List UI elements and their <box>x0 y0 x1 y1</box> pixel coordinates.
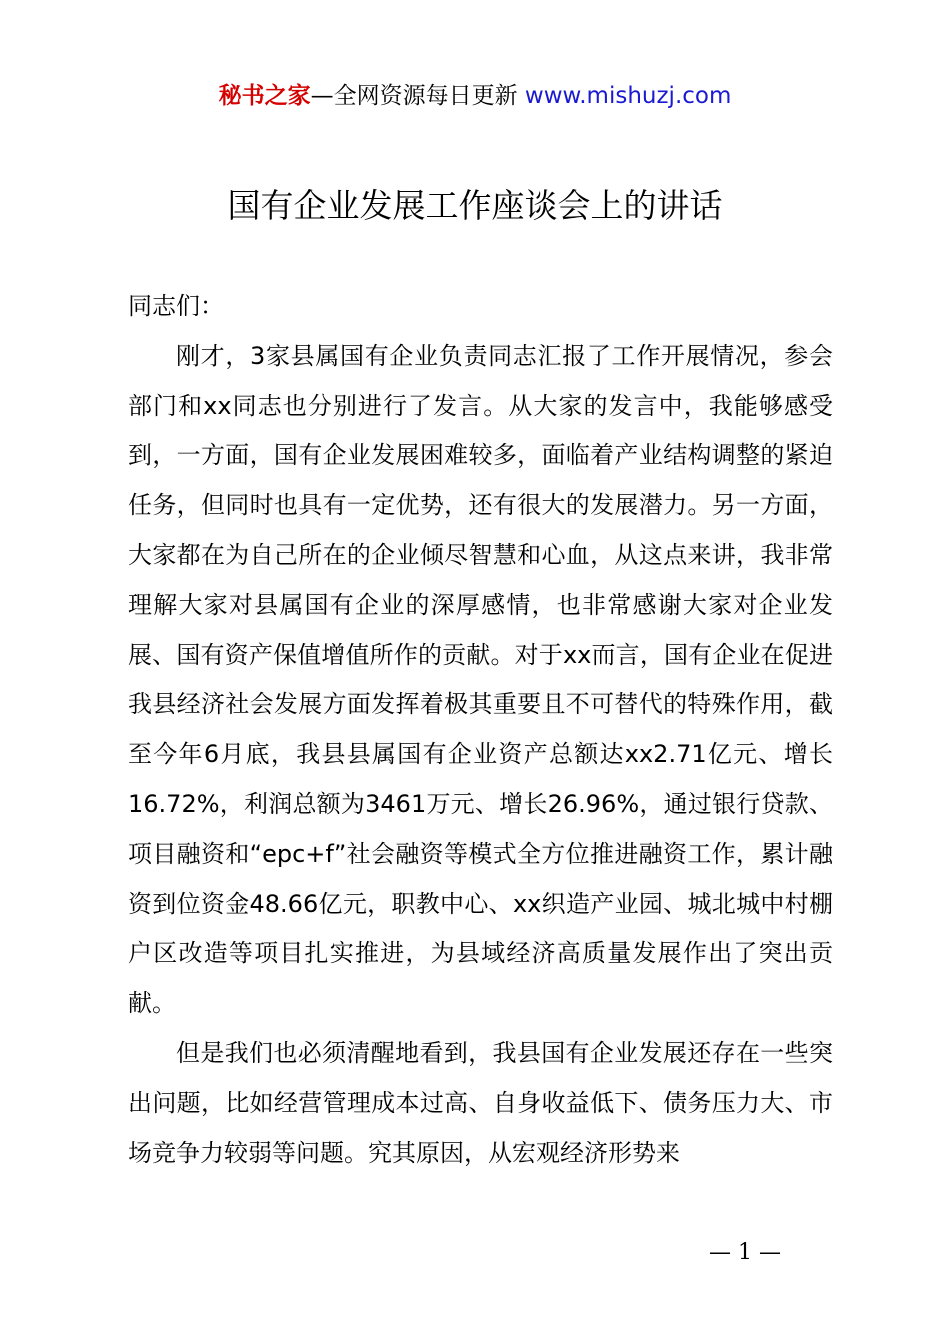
document-body <box>128 282 833 1178</box>
site-url-link[interactable]: www.mishuzj.com <box>524 83 732 109</box>
salutation: 同志们： <box>128 292 224 320</box>
paragraph-1: 刚才，3家县属国有企业负责同志汇报了工作开展情况，参会部门和xx同志也分别进行了发言。从大家的发言中，我能够感受到，一方面，国有企业发展困难较多，面临着产业结构调整的紧迫任务，但同时也具有一定优势，还有很大的发展潜力。另一方面，大家都在为自己所在的企业倾尽智慧和心血，从这点来讲，我非常理解大家对县属国有企业的深厚感情，也非常感谢大家对企业发展、国有资产保值增值所作的贡献。对于xx而言，国有企业在促进我县经济社会发展方面发挥着极其重要且不可替代的特殊作用，截至今年6月底，我县县属国有企业资产总额达xx2.71亿元、增长16.72%，利润总额为3461万元、增长26.96%，通过银行贷款、项目融资和“epc+f”社会融资等模式全方位推进融资工作，累计融资到位资金48.66亿元，职教中心、xx织造产业园、城北城中村棚户区改造等项目扎实推进，为县域经济高质量发展作出了突出贡献。 <box>128 341 833 1018</box>
header-tagline: —全网资源每日更新 <box>310 83 525 109</box>
brand-name: 秘书之家 <box>218 83 311 109</box>
site-header <box>0 80 950 112</box>
page-number: — 1 — <box>709 1240 781 1265</box>
paragraph-2: 但是我们也必须清醒地看到，我县国有企业发展还存在一些突出问题，比如经营管理成本过高、自身收益低下、债务压力大、市场竞争力较弱等问题。究其原因，从宏观经济形势来 <box>128 1038 833 1167</box>
document-title: 国有企业发展工作座谈会上的讲话 <box>227 186 723 225</box>
